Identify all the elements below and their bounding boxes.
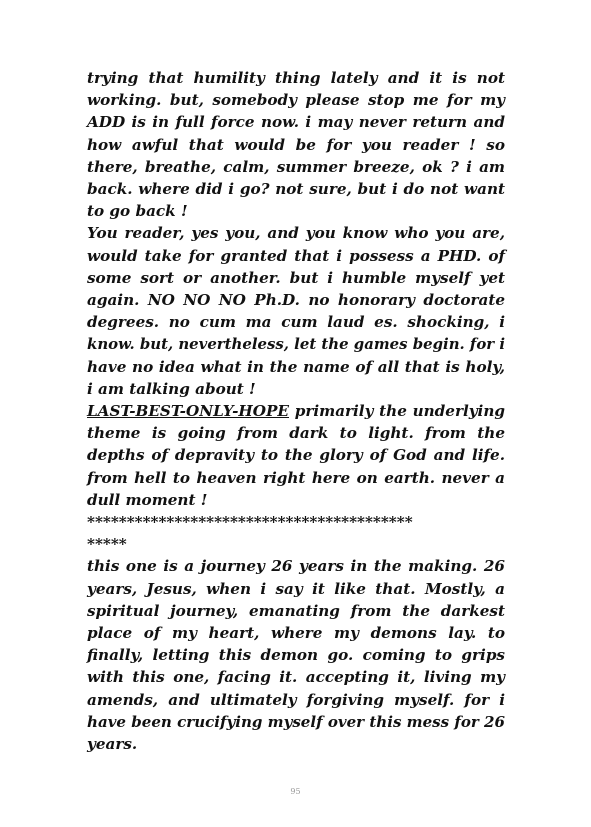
text-line: amends, and ultimately forgiving myself. for i [87,690,505,709]
text-line: have no idea what in the name of all that is holy, [87,357,505,376]
text-line [87,400,505,422]
underlined-title: LAST-BEST-ONLY-HOPE [87,402,289,421]
text-line: know. but, nevertheless, let the games begin. for i [87,335,505,354]
text-line: this one is a journey 26 years in the making. 26 [87,557,505,576]
text-line: working. but, somebody please stop me for my [87,91,505,110]
text-line: spiritual journey, emanating from the darkest [87,601,505,620]
title-continuation: primarily the underlying [289,402,505,421]
text-line: there, breathe, calm, summer breeze, ok ? i am [87,157,505,176]
text-line: have been crucifying myself over this mess for 26 [87,712,505,731]
text-line: dull moment ! [87,490,208,509]
text-line: i am talking about ! [87,379,256,398]
text-line: You reader, yes you, and you know who you are, [87,224,505,243]
text-line: to go back ! [87,202,188,221]
text-line: from hell to heaven right here on earth. never a [87,468,505,487]
text-line: finally, letting this demon go. coming to grips [87,646,505,665]
text-line: would take for granted that i possess a PHD. of [87,246,505,265]
body-text [87,67,505,755]
text-line: theme is going from dark to light. from the [87,424,505,443]
text-line: back. where did i go? not sure, but i do not want [87,180,505,199]
asterisk-divider-end: ***** [87,535,127,554]
text-line: how awful that would be for you reader ! so [87,135,505,154]
text-line: years. [87,735,138,754]
text-line: ADD is in full force now. i may never return and [87,113,505,132]
text-line: degrees. no cum ma cum laud es. shocking, i [87,313,505,332]
text-line: place of my heart, where my demons lay. to [87,624,505,643]
text-line: some sort or another. but i humble myself yet [87,268,505,287]
page-number: 95 [290,787,301,796]
text-line: trying that humility thing lately and it is not [87,69,505,87]
text-line: years, Jesus, when i say it like that. Mostly, a [87,579,505,598]
text-line: with this one, facing it. accepting it, living my [87,668,505,687]
asterisk-divider: ***************************************** [87,513,413,532]
text-line: depths of depravity to the glory of God and life. [87,446,505,465]
text-line: again. NO NO NO Ph.D. no honorary doctorate [87,291,505,310]
